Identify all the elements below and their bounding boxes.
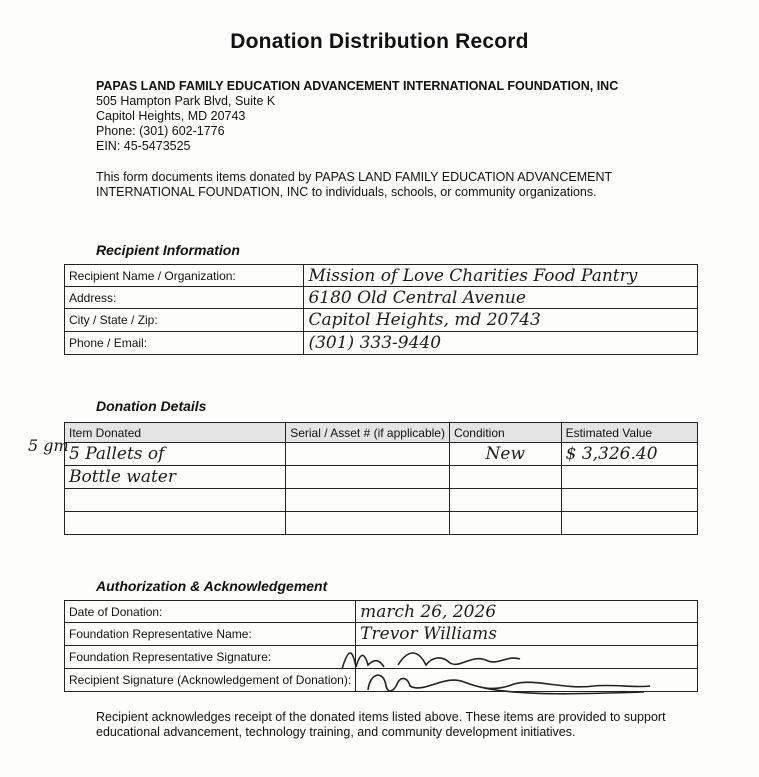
rep-name-value[interactable]: Trevor Williams <box>356 623 698 646</box>
item-donated-line1[interactable]: 5 Pallets of <box>65 443 286 466</box>
serial-cell[interactable] <box>286 466 450 489</box>
rep-signature-label: Foundation Representative Signature: <box>65 646 356 669</box>
address-label: Address: <box>65 287 304 309</box>
rep-name-label: Foundation Representative Name: <box>65 623 356 646</box>
recipient-signature-scribble <box>364 668 654 698</box>
table-row <box>65 466 698 489</box>
col-serial-asset: Serial / Asset # (if applicable) <box>286 423 450 443</box>
recipient-signature-label: Recipient Signature (Acknowledgement of Donation): <box>65 669 356 692</box>
recipient-row <box>65 265 698 287</box>
footer-text <box>96 710 686 740</box>
date-value[interactable]: march 26, 2026 <box>356 601 698 623</box>
value-cell[interactable] <box>561 489 697 512</box>
col-item-donated: Item Donated <box>65 423 286 443</box>
city-state-zip-value[interactable]: Capitol Heights, md 20743 <box>304 309 698 332</box>
auth-row <box>65 601 698 623</box>
footer-line2: educational advancement, technology training, and community development initiatives. <box>96 725 576 739</box>
serial-cell[interactable] <box>286 443 450 466</box>
recipient-row <box>65 309 698 332</box>
serial-cell[interactable] <box>286 489 450 512</box>
recipient-heading: Recipient Information <box>96 242 240 258</box>
table-row <box>65 443 698 466</box>
condition-cell[interactable] <box>449 466 561 489</box>
intro-line2: INTERNATIONAL FOUNDATION, INC to individuals, schools, or community organizations. <box>96 185 597 199</box>
city-state-zip-label: City / State / Zip: <box>65 309 304 332</box>
org-address-line1: 505 Hampton Park Blvd, Suite K <box>96 94 276 108</box>
recipient-row <box>65 287 698 309</box>
serial-cell[interactable] <box>286 512 450 535</box>
org-phone: Phone: (301) 602-1776 <box>96 124 225 138</box>
recipient-row <box>65 332 698 355</box>
value-cell[interactable] <box>561 466 697 489</box>
authorization-heading: Authorization & Acknowledgement <box>96 578 328 594</box>
item-donated-line2[interactable]: Bottle water <box>65 466 286 489</box>
table-row <box>65 489 698 512</box>
table-row <box>65 512 698 535</box>
footer-line1: Recipient acknowledges receipt of the donated items listed above. These items are provided to support <box>96 710 666 724</box>
org-ein: EIN: 45-5473525 <box>96 139 191 153</box>
estimated-value[interactable]: $ 3,326.40 <box>561 443 697 466</box>
recipient-name-value[interactable]: Mission of Love Charities Food Pantry <box>304 265 698 287</box>
donation-table <box>64 422 698 535</box>
date-label: Date of Donation: <box>65 601 356 623</box>
condition-value[interactable]: New <box>449 443 561 466</box>
donation-header-row <box>65 423 698 443</box>
item-cell[interactable] <box>65 489 286 512</box>
condition-cell[interactable] <box>449 489 561 512</box>
phone-email-value[interactable]: (301) 333-9440 <box>304 332 698 355</box>
col-condition: Condition <box>449 423 561 443</box>
recipient-name-label: Recipient Name / Organization: <box>65 265 304 287</box>
page-title: Donation Distribution Record <box>230 30 529 53</box>
item-cell[interactable] <box>65 512 286 535</box>
margin-note: 5 gm <box>28 436 69 455</box>
phone-email-label: Phone / Email: <box>65 332 304 355</box>
org-name: PAPAS LAND FAMILY EDUCATION ADVANCEMENT INTERNATIONAL FOUNDATION, INC <box>96 79 619 93</box>
org-address-line2: Capitol Heights, MD 20743 <box>96 109 246 123</box>
col-estimated-value: Estimated Value <box>561 423 697 443</box>
donation-heading: Donation Details <box>96 398 207 414</box>
recipient-table <box>64 264 698 355</box>
intro-line1: This form documents items donated by PAPAS LAND FAMILY EDUCATION ADVANCEMENT <box>96 170 613 184</box>
intro-text <box>96 170 656 200</box>
address-value[interactable]: 6180 Old Central Avenue <box>304 287 698 309</box>
org-info <box>96 79 618 154</box>
condition-cell[interactable] <box>449 512 561 535</box>
value-cell[interactable] <box>561 512 697 535</box>
